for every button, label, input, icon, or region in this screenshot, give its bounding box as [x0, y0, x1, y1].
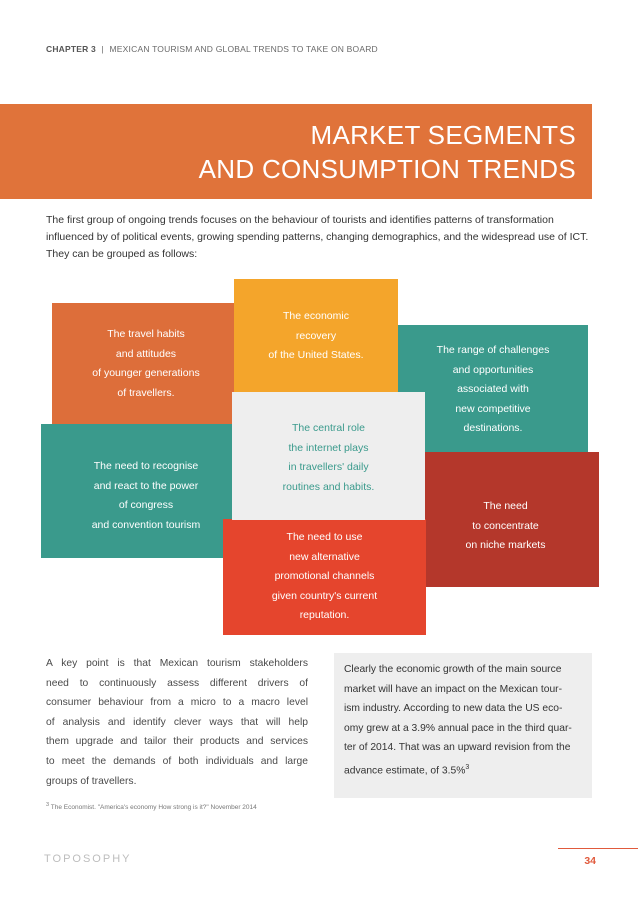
segment-economic-recovery: The economic recovery of the United States. [234, 279, 398, 394]
segment-niche-markets: The need to concentrate on niche markets [412, 452, 599, 587]
footnote-ref: 3 [465, 763, 470, 771]
segment-challenges: The range of challenges and opportunities associated with new competitive destinations. [398, 325, 588, 453]
banner-title-line-2: AND CONSUMPTION TRENDS [198, 154, 576, 184]
segment-promotional-channels: The need to use new alternative promotional channels given country's current reputation. [223, 519, 426, 635]
footnote [46, 802, 257, 811]
segment-internet-role: The central role the internet plays in travellers' daily routines and habits. [232, 392, 425, 520]
footer-rule [558, 848, 638, 849]
footnote-number: 3 [46, 802, 50, 808]
title-banner [0, 104, 592, 199]
header-separator: | [101, 44, 104, 54]
key-point-paragraph: A key point is that Mexican tourism stakeholders need to continuously assess different drivers of consumer behaviour from a micro to a macro level of analysis and identify clever ways that will help them upgrade and tailor their products and services to meet the demands of both individuals and large groups of travellers. [46, 658, 308, 787]
segment-congress-tourism: The need to recognise and react to the power of congress and convention tourism [41, 424, 251, 558]
economic-growth-callout: Clearly the economic growth of the main source market will have an impact on the Mexican tour- ism industry. According to new data the US eco- omy grew at a 3.9% annual pace in the third quar- ter of 2014. That was an upward revision from the advance estimate, of 3.5%$^3$ [334, 653, 592, 798]
footnote-text: The Economist. "America's economy How strong is it?" November 2014 [50, 804, 257, 812]
running-header [46, 44, 378, 54]
section-title: MEXICAN TOURISM AND GLOBAL TRENDS TO TAKE ON BOARD [109, 44, 378, 54]
callout-last-line: advance estimate, of 3.5% [344, 764, 466, 776]
banner-title-line-1: MARKET SEGMENTS [310, 120, 576, 150]
intro-paragraph: The first group of ongoing trends focuses on the behaviour of tourists and identifies patterns of transformation influenced by of political events, growing spending patterns, changing demographics, and the widespread use of ICT. They can be grouped as follows: [46, 214, 589, 260]
page-number: 34 [584, 855, 596, 867]
brand-logo: TOPOSOPHY [44, 853, 132, 865]
segment-travel-habits: The travel habits and attitudes of younger generations of travellers. [52, 303, 240, 427]
chapter-label: CHAPTER 3 [46, 44, 96, 54]
